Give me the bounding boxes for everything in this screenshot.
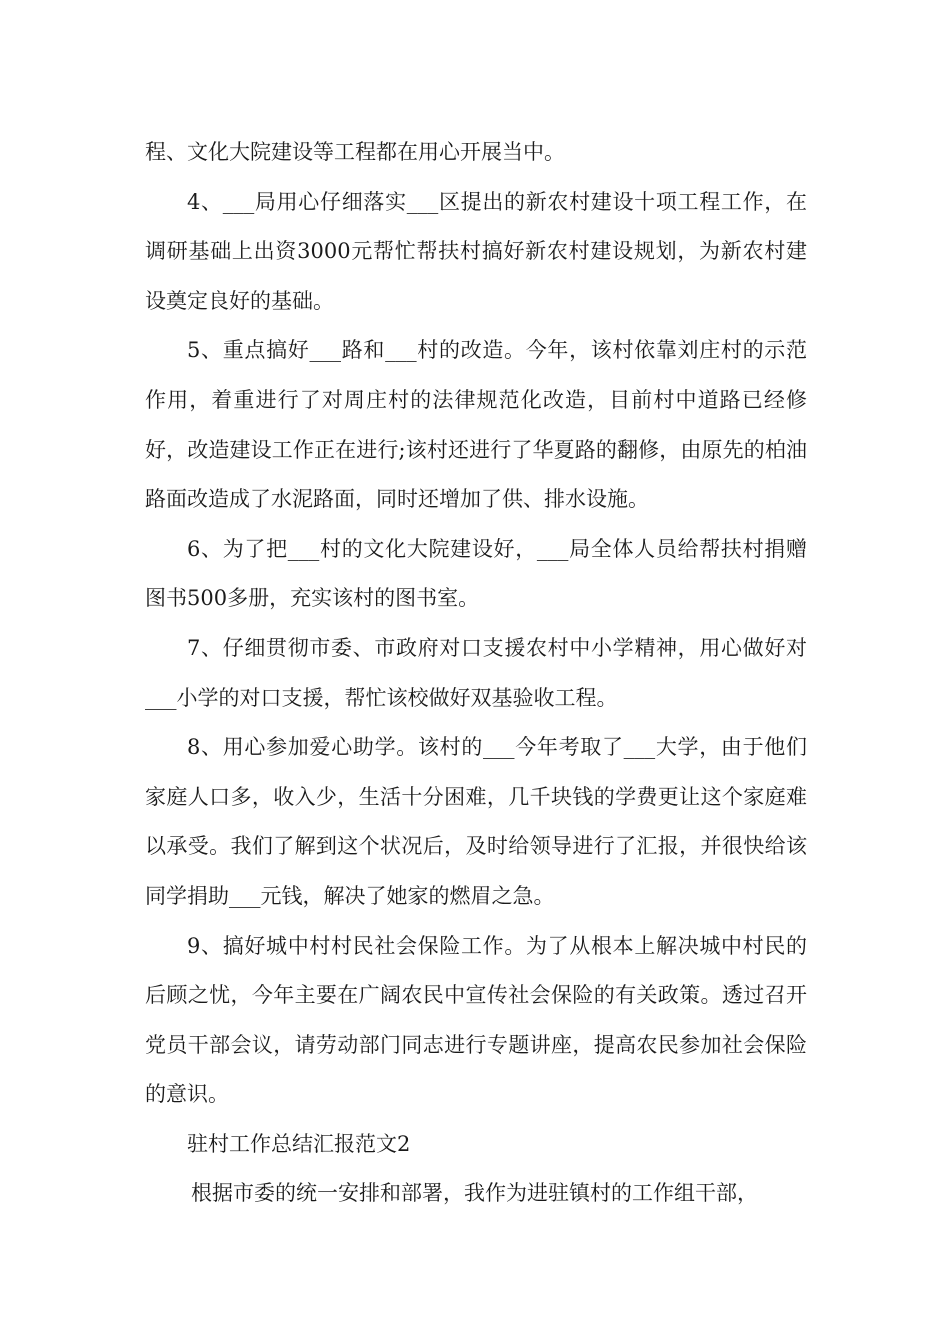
- paragraph-item-4: 4、___局用心仔细落实___区提出的新农村建设十项工程工作，在调研基础上出资3000元帮忙帮扶村搞好新农村建设规划，为新农村建设奠定良好的基础。: [145, 189, 807, 313]
- paragraph-item-5: 5、重点搞好___路和___村的改造。今年，该村依靠刘庄村的示范作用，着重进行了对周庄村的法律规范化改造，目前村中道路已经修好，改造建设工作正在进行;该村还进行了华夏路的翻修，由原先的柏油路面改造成了水泥路面，同时还增加了供、排水设施。: [145, 338, 807, 512]
- paragraph-continuation: 程、文化大院建设等工程都在用心开展当中。: [145, 140, 565, 164]
- paragraph-closing: 根据市委的统一安排和部署，我作为进驻镇村的工作组干部，: [191, 1181, 758, 1206]
- document-body: [145, 128, 807, 1219]
- paragraph-item-8: 8、用心参加爱心助学。该村的___今年考取了___大学，由于他们家庭人口多，收入少，生活十分困难，几千块钱的学费更让这个家庭难以承受。我们了解到这个状况后，及时给领导进行了汇报，并很快给该同学捐助___元钱，解决了她家的燃眉之急。: [145, 735, 807, 908]
- paragraph-item-7: 7、仔细贯彻市委、市政府对口支援农村中小学精神，用心做好对___小学的对口支援，帮忙该校做好双基验收工程。: [145, 635, 807, 710]
- paragraph-item-6: 6、为了把___村的文化大院建设好，___局全体人员给帮扶村捐赠图书500多册，充实该村的图书室。: [145, 536, 807, 611]
- section-heading: 驻村工作总结汇报范文2: [187, 1131, 411, 1156]
- paragraph-item-9: 9、搞好城中村村民社会保险工作。为了从根本上解决城中村民的后顾之忧，今年主要在广阔农民中宣传社会保险的有关政策。透过召开党员干部会议，请劳动部门同志进行专题讲座，提高农民参加社会保险的意识。: [145, 933, 807, 1107]
